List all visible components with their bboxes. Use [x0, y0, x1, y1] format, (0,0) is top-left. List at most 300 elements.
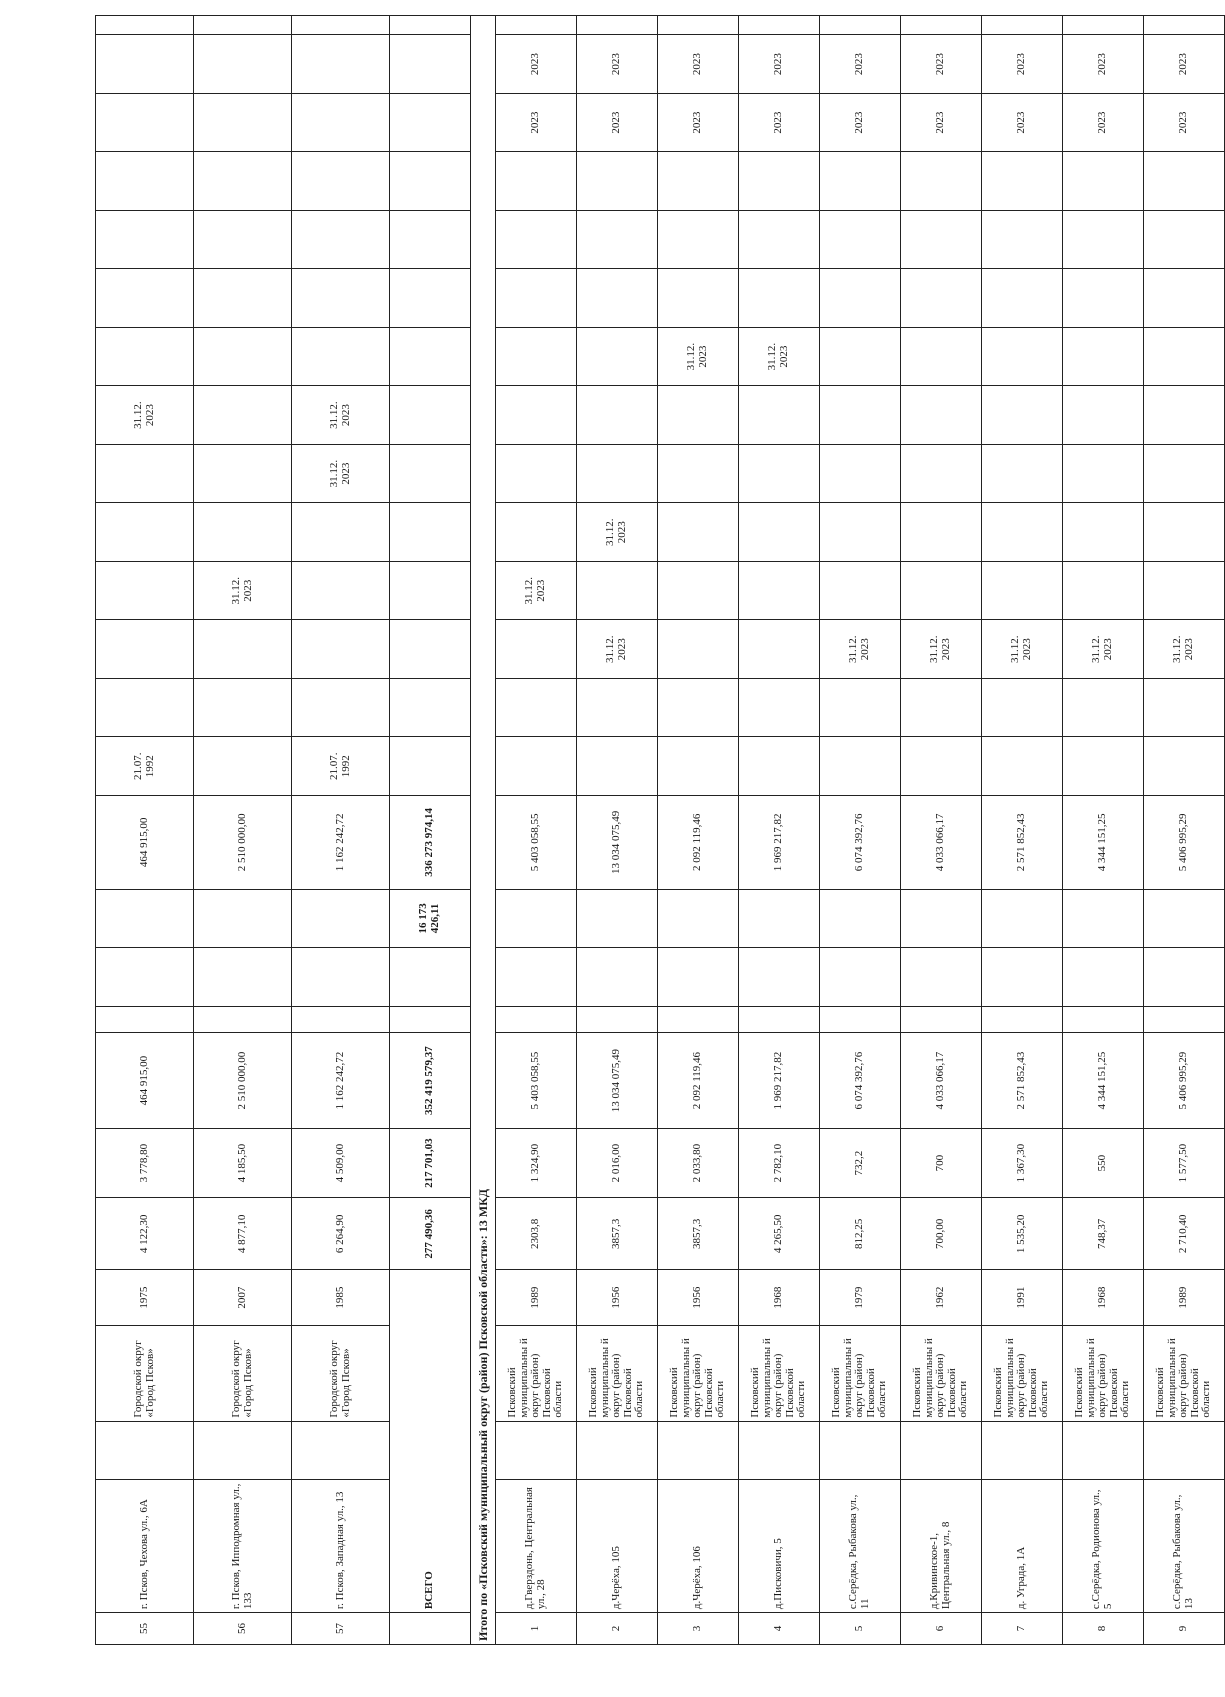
total-row — [390, 16, 471, 1645]
date-cell — [1144, 210, 1225, 269]
admin-cell — [1144, 1421, 1225, 1480]
date-cell — [194, 210, 292, 269]
municipality-cell: Псковский муниципальны й округ (район) Псковской области — [982, 1325, 1063, 1421]
cost-total-cell: 464 915,00 — [96, 1033, 194, 1129]
year-cell — [292, 35, 390, 94]
date-cell — [292, 561, 390, 620]
municipality-cell: Городской округ «Город Псков» — [292, 1325, 390, 1421]
cost-total-cell: 352 419 579,37 — [390, 1033, 471, 1129]
cost-cell — [739, 948, 820, 1007]
cost-total-cell: 4 344 151,25 — [1063, 1033, 1144, 1129]
year-cell — [96, 93, 194, 152]
date-cell — [901, 444, 982, 503]
year-cell: 2023 — [1063, 93, 1144, 152]
table-body — [96, 16, 1225, 1645]
area-living-cell: 1 367,30 — [982, 1129, 1063, 1198]
date-cell — [820, 561, 901, 620]
area-total-cell: 4 877,10 — [194, 1198, 292, 1270]
area-total-cell: 4 122,30 — [96, 1198, 194, 1270]
year-cell: 2023 — [901, 93, 982, 152]
date-cell — [390, 16, 471, 35]
empty-cell — [901, 16, 982, 35]
address-cell: с.Серёдка, Родионова ул., 5 — [1063, 1480, 1144, 1613]
date-cell — [982, 152, 1063, 211]
empty-cell — [194, 16, 292, 35]
area-living-cell: 4 185,50 — [194, 1129, 292, 1198]
cost-cell — [1063, 1006, 1144, 1033]
municipality-cell: Псковский муниципальны й округ (район) Псковской области — [1144, 1325, 1225, 1421]
date-cell — [96, 620, 194, 679]
date-cell — [1063, 327, 1144, 386]
date-cell — [1144, 327, 1225, 386]
cost-total-cell: 4 033 066,17 — [901, 1033, 982, 1129]
address-cell: с.Серёдка, Рыбакова ул., 11 — [820, 1480, 901, 1613]
admin-cell — [658, 1421, 739, 1480]
table-row — [1063, 16, 1144, 1645]
admin-cell — [96, 1421, 194, 1480]
date-cell — [390, 210, 471, 269]
date-cell: 31.12. 2023 — [739, 327, 820, 386]
date-cell — [658, 210, 739, 269]
cost-cell — [390, 948, 471, 1007]
date-cell — [194, 269, 292, 328]
cost-total-cell: 5 406 995,29 — [1144, 1033, 1225, 1129]
row-number: 2 — [577, 1613, 658, 1645]
date-cell — [390, 444, 471, 503]
table-row — [194, 16, 292, 1645]
date-cell — [1063, 561, 1144, 620]
date-cell — [1063, 210, 1144, 269]
area-total-cell: 1 535,20 — [982, 1198, 1063, 1270]
date-cell — [901, 678, 982, 737]
date-cell — [901, 327, 982, 386]
year-built-cell: 2007 — [194, 1270, 292, 1325]
date-cell: 21.07. 1992 — [96, 737, 194, 796]
date-cell — [1144, 503, 1225, 562]
date-cell — [1063, 386, 1144, 445]
municipality-cell: Псковский муниципальны й округ (район) Псковской области — [1063, 1325, 1144, 1421]
year-built-cell: 1991 — [982, 1270, 1063, 1325]
municipality-cell: Псковский муниципальны й округ (район) Псковской области — [820, 1325, 901, 1421]
date-cell — [194, 386, 292, 445]
date-cell — [982, 327, 1063, 386]
year-cell: 2023 — [658, 93, 739, 152]
date-cell — [901, 210, 982, 269]
date-cell — [292, 152, 390, 211]
date-cell — [577, 210, 658, 269]
row-number: 9 — [1144, 1613, 1225, 1645]
municipality-cell: Городской округ «Город Псков» — [96, 1325, 194, 1421]
date-cell — [820, 327, 901, 386]
cost-budget-cell: 2 571 852,43 — [982, 796, 1063, 890]
date-cell — [390, 35, 471, 94]
table-row — [820, 16, 901, 1645]
date-cell — [982, 386, 1063, 445]
cost-cell — [496, 948, 577, 1007]
table-row — [292, 16, 390, 1645]
date-cell — [658, 503, 739, 562]
date-cell — [658, 386, 739, 445]
date-cell: 31.12. 2023 — [96, 386, 194, 445]
table-row — [1144, 16, 1225, 1645]
cost-budget-cell: 4 344 151,25 — [1063, 796, 1144, 890]
date-cell — [901, 152, 982, 211]
area-living-cell: 732,2 — [820, 1129, 901, 1198]
table-row — [658, 16, 739, 1645]
cost-cell — [1063, 948, 1144, 1007]
year-built-cell: 1968 — [1063, 1270, 1144, 1325]
date-cell — [901, 737, 982, 796]
date-cell — [496, 386, 577, 445]
subtotal-heading-row — [471, 16, 496, 1645]
date-cell — [739, 386, 820, 445]
date-cell — [820, 210, 901, 269]
date-cell — [1144, 152, 1225, 211]
empty-cell — [739, 16, 820, 35]
date-cell — [658, 737, 739, 796]
cost-cell — [1063, 889, 1144, 948]
cost-total-cell: 2 510 000,00 — [194, 1033, 292, 1129]
date-cell — [1063, 678, 1144, 737]
date-cell — [390, 561, 471, 620]
cost-cell — [1144, 1006, 1225, 1033]
cost-total-cell: 2 571 852,43 — [982, 1033, 1063, 1129]
year-built-cell: 1979 — [820, 1270, 901, 1325]
date-cell — [739, 620, 820, 679]
year-cell — [96, 35, 194, 94]
date-cell — [390, 386, 471, 445]
date-cell — [496, 152, 577, 211]
area-total-cell: 700,00 — [901, 1198, 982, 1270]
area-total-cell: 3857,3 — [577, 1198, 658, 1270]
date-cell — [1063, 503, 1144, 562]
cost-budget-cell: 336 273 974,14 — [390, 796, 471, 890]
date-cell — [96, 269, 194, 328]
date-cell — [739, 561, 820, 620]
date-cell: 21.07. 1992 — [292, 737, 390, 796]
date-cell — [820, 503, 901, 562]
row-number: 5 — [820, 1613, 901, 1645]
year-built-cell: 1956 — [658, 1270, 739, 1325]
cost-cell — [1144, 889, 1225, 948]
date-cell — [390, 503, 471, 562]
address-cell: г. Псков, Чехова ул., 6А — [96, 1480, 194, 1613]
row-number — [390, 1613, 471, 1645]
address-cell: д.Черёха, 105 — [577, 1480, 658, 1613]
row-number: 56 — [194, 1613, 292, 1645]
municipality-cell: Псковский муниципальны й округ (район) Псковской области — [901, 1325, 982, 1421]
date-cell — [96, 503, 194, 562]
address-cell: д.Черёха, 106 — [658, 1480, 739, 1613]
cost-cell — [982, 1006, 1063, 1033]
date-cell — [1144, 561, 1225, 620]
year-cell: 2023 — [496, 93, 577, 152]
year-cell: 2023 — [1144, 35, 1225, 94]
date-cell — [194, 620, 292, 679]
date-cell — [658, 620, 739, 679]
date-cell: 31.12. 2023 — [1144, 620, 1225, 679]
date-cell — [194, 503, 292, 562]
row-number: 55 — [96, 1613, 194, 1645]
date-cell — [194, 678, 292, 737]
date-cell — [96, 444, 194, 503]
date-cell — [96, 678, 194, 737]
cost-budget-cell: 13 034 075,49 — [577, 796, 658, 890]
date-cell — [577, 386, 658, 445]
date-cell — [194, 327, 292, 386]
admin-cell — [739, 1421, 820, 1480]
cost-cell — [577, 948, 658, 1007]
area-total-cell: 2303,8 — [496, 1198, 577, 1270]
table-row — [577, 16, 658, 1645]
date-cell — [739, 678, 820, 737]
cost-cell — [292, 1006, 390, 1033]
cost-budget-cell: 2 510 000,00 — [194, 796, 292, 890]
year-cell: 2023 — [1144, 93, 1225, 152]
date-cell — [820, 678, 901, 737]
total-label: ВСЕГО — [390, 1270, 471, 1613]
date-cell: 31.12. 2023 — [658, 327, 739, 386]
date-cell — [739, 737, 820, 796]
year-built-cell: 1962 — [901, 1270, 982, 1325]
date-cell — [658, 269, 739, 328]
date-cell: 31.12. 2023 — [901, 620, 982, 679]
year-cell: 2023 — [1063, 35, 1144, 94]
cost-cell — [194, 1006, 292, 1033]
empty-cell — [1063, 16, 1144, 35]
date-cell — [577, 152, 658, 211]
date-cell — [1144, 444, 1225, 503]
date-cell — [96, 210, 194, 269]
area-living-cell: 2 782,10 — [739, 1129, 820, 1198]
admin-cell — [496, 1421, 577, 1480]
cost-total-cell: 1 969 217,82 — [739, 1033, 820, 1129]
cost-cell — [390, 1006, 471, 1033]
empty-cell — [96, 16, 194, 35]
date-cell — [292, 503, 390, 562]
date-cell — [292, 210, 390, 269]
area-total-cell: 3857,3 — [658, 1198, 739, 1270]
municipality-cell: Псковский муниципальны й округ (район) Псковской области — [739, 1325, 820, 1421]
date-cell — [390, 327, 471, 386]
year-cell: 2023 — [496, 35, 577, 94]
cost-cell: 16 173 426,11 — [390, 889, 471, 948]
rotated-table-container — [95, 15, 1213, 1645]
table-row — [96, 16, 194, 1645]
cost-budget-cell: 464 915,00 — [96, 796, 194, 890]
date-cell — [292, 678, 390, 737]
date-cell — [739, 444, 820, 503]
cost-cell — [96, 889, 194, 948]
date-cell — [820, 386, 901, 445]
cost-cell — [496, 1006, 577, 1033]
row-number: 57 — [292, 1613, 390, 1645]
area-living-cell: 217 701,03 — [390, 1129, 471, 1198]
empty-cell — [292, 16, 390, 35]
admin-cell — [982, 1421, 1063, 1480]
address-cell: д.Кривинское-1, Центральная ул., 8 — [901, 1480, 982, 1613]
date-cell — [982, 503, 1063, 562]
date-cell — [658, 444, 739, 503]
year-cell: 2023 — [901, 35, 982, 94]
cost-budget-cell: 1 969 217,82 — [739, 796, 820, 890]
cost-cell — [496, 889, 577, 948]
year-cell — [194, 35, 292, 94]
subtotal-heading: Итого по «Псковский муниципальный округ (район) Псковской области»: 13 МКД — [471, 16, 496, 1645]
address-cell: д. Уграда, 1А — [982, 1480, 1063, 1613]
date-cell — [658, 561, 739, 620]
date-cell — [496, 327, 577, 386]
date-cell — [292, 327, 390, 386]
date-cell — [1144, 269, 1225, 328]
cost-cell — [194, 889, 292, 948]
cost-cell — [292, 948, 390, 1007]
date-cell — [577, 678, 658, 737]
cost-budget-cell: 6 074 392,76 — [820, 796, 901, 890]
area-total-cell: 277 490,36 — [390, 1198, 471, 1270]
cost-cell — [739, 889, 820, 948]
date-cell — [96, 327, 194, 386]
housing-repair-table — [95, 15, 1225, 1645]
date-cell — [1063, 737, 1144, 796]
area-total-cell: 748,37 — [1063, 1198, 1144, 1270]
area-total-cell: 4 265,50 — [739, 1198, 820, 1270]
date-cell — [496, 503, 577, 562]
date-cell — [390, 93, 471, 152]
area-living-cell: 2 033,80 — [658, 1129, 739, 1198]
date-cell — [901, 269, 982, 328]
area-living-cell: 700 — [901, 1129, 982, 1198]
date-cell: 31.12. 2023 — [577, 503, 658, 562]
admin-cell — [1063, 1421, 1144, 1480]
cost-total-cell: 5 403 058,55 — [496, 1033, 577, 1129]
year-cell: 2023 — [982, 35, 1063, 94]
year-cell — [194, 93, 292, 152]
year-cell: 2023 — [577, 35, 658, 94]
date-cell — [901, 386, 982, 445]
date-cell — [496, 444, 577, 503]
cost-cell — [820, 1006, 901, 1033]
address-cell: с.Серёдка, Рыбакова ул., 13 — [1144, 1480, 1225, 1613]
date-cell — [1144, 386, 1225, 445]
date-cell — [658, 678, 739, 737]
date-cell — [390, 269, 471, 328]
year-built-cell: 1989 — [1144, 1270, 1225, 1325]
area-living-cell: 1 324,90 — [496, 1129, 577, 1198]
date-cell: 31.12. 2023 — [577, 620, 658, 679]
date-cell — [292, 620, 390, 679]
area-total-cell: 812,25 — [820, 1198, 901, 1270]
cost-cell — [820, 948, 901, 1007]
date-cell — [194, 444, 292, 503]
cost-cell — [96, 1006, 194, 1033]
date-cell — [96, 152, 194, 211]
year-cell: 2023 — [577, 93, 658, 152]
table-row — [982, 16, 1063, 1645]
area-living-cell: 2 016,00 — [577, 1129, 658, 1198]
date-cell: 31.12. 2023 — [820, 620, 901, 679]
date-cell — [739, 503, 820, 562]
date-cell — [390, 737, 471, 796]
date-cell — [96, 561, 194, 620]
cost-cell — [96, 948, 194, 1007]
year-built-cell: 1985 — [292, 1270, 390, 1325]
date-cell — [982, 444, 1063, 503]
date-cell — [292, 269, 390, 328]
admin-cell — [577, 1421, 658, 1480]
cost-cell — [658, 1006, 739, 1033]
date-cell — [982, 561, 1063, 620]
date-cell — [1063, 152, 1144, 211]
date-cell — [820, 269, 901, 328]
date-cell: 31.12. 2023 — [292, 444, 390, 503]
area-living-cell: 4 509,00 — [292, 1129, 390, 1198]
cost-cell — [194, 948, 292, 1007]
date-cell — [496, 210, 577, 269]
year-built-cell: 1989 — [496, 1270, 577, 1325]
date-cell — [1144, 737, 1225, 796]
date-cell — [577, 269, 658, 328]
cost-total-cell: 1 162 242,72 — [292, 1033, 390, 1129]
cost-total-cell: 6 074 392,76 — [820, 1033, 901, 1129]
date-cell — [820, 737, 901, 796]
empty-cell — [982, 16, 1063, 35]
date-cell — [390, 678, 471, 737]
area-living-cell: 1 577,50 — [1144, 1129, 1225, 1198]
year-cell — [292, 93, 390, 152]
empty-cell — [496, 16, 577, 35]
table-row — [496, 16, 577, 1645]
empty-cell — [1144, 16, 1225, 35]
address-cell: г. Псков, Западная ул., 13 — [292, 1480, 390, 1613]
year-cell: 2023 — [739, 35, 820, 94]
cost-cell — [658, 948, 739, 1007]
year-built-cell: 1975 — [96, 1270, 194, 1325]
date-cell — [1063, 444, 1144, 503]
date-cell — [496, 620, 577, 679]
admin-cell — [194, 1421, 292, 1480]
date-cell — [658, 152, 739, 211]
address-cell: д.Писковичи, 5 — [739, 1480, 820, 1613]
cost-cell — [901, 889, 982, 948]
date-cell — [577, 444, 658, 503]
year-cell: 2023 — [658, 35, 739, 94]
cost-cell — [292, 889, 390, 948]
date-cell — [739, 152, 820, 211]
cost-total-cell: 13 034 075,49 — [577, 1033, 658, 1129]
admin-cell — [820, 1421, 901, 1480]
row-number: 3 — [658, 1613, 739, 1645]
cost-cell — [901, 948, 982, 1007]
municipality-cell: Псковский муниципальны й округ (район) Псковской области — [577, 1325, 658, 1421]
year-cell: 2023 — [982, 93, 1063, 152]
year-cell: 2023 — [820, 93, 901, 152]
cost-budget-cell: 2 092 119,46 — [658, 796, 739, 890]
date-cell — [1144, 678, 1225, 737]
date-cell: 31.12. 2023 — [982, 620, 1063, 679]
cost-total-cell: 2 092 119,46 — [658, 1033, 739, 1129]
municipality-cell: Псковский муниципальны й округ (район) Псковской области — [496, 1325, 577, 1421]
area-total-cell: 6 264,90 — [292, 1198, 390, 1270]
address-cell: д.Гверздонь, Центральная ул., 28 — [496, 1480, 577, 1613]
cost-cell — [901, 1006, 982, 1033]
address-cell: г. Псков, Ипподромная ул., 133 — [194, 1480, 292, 1613]
row-number: 1 — [496, 1613, 577, 1645]
date-cell — [577, 737, 658, 796]
cost-cell — [577, 1006, 658, 1033]
date-cell: 31.12. 2023 — [292, 386, 390, 445]
date-cell — [390, 620, 471, 679]
